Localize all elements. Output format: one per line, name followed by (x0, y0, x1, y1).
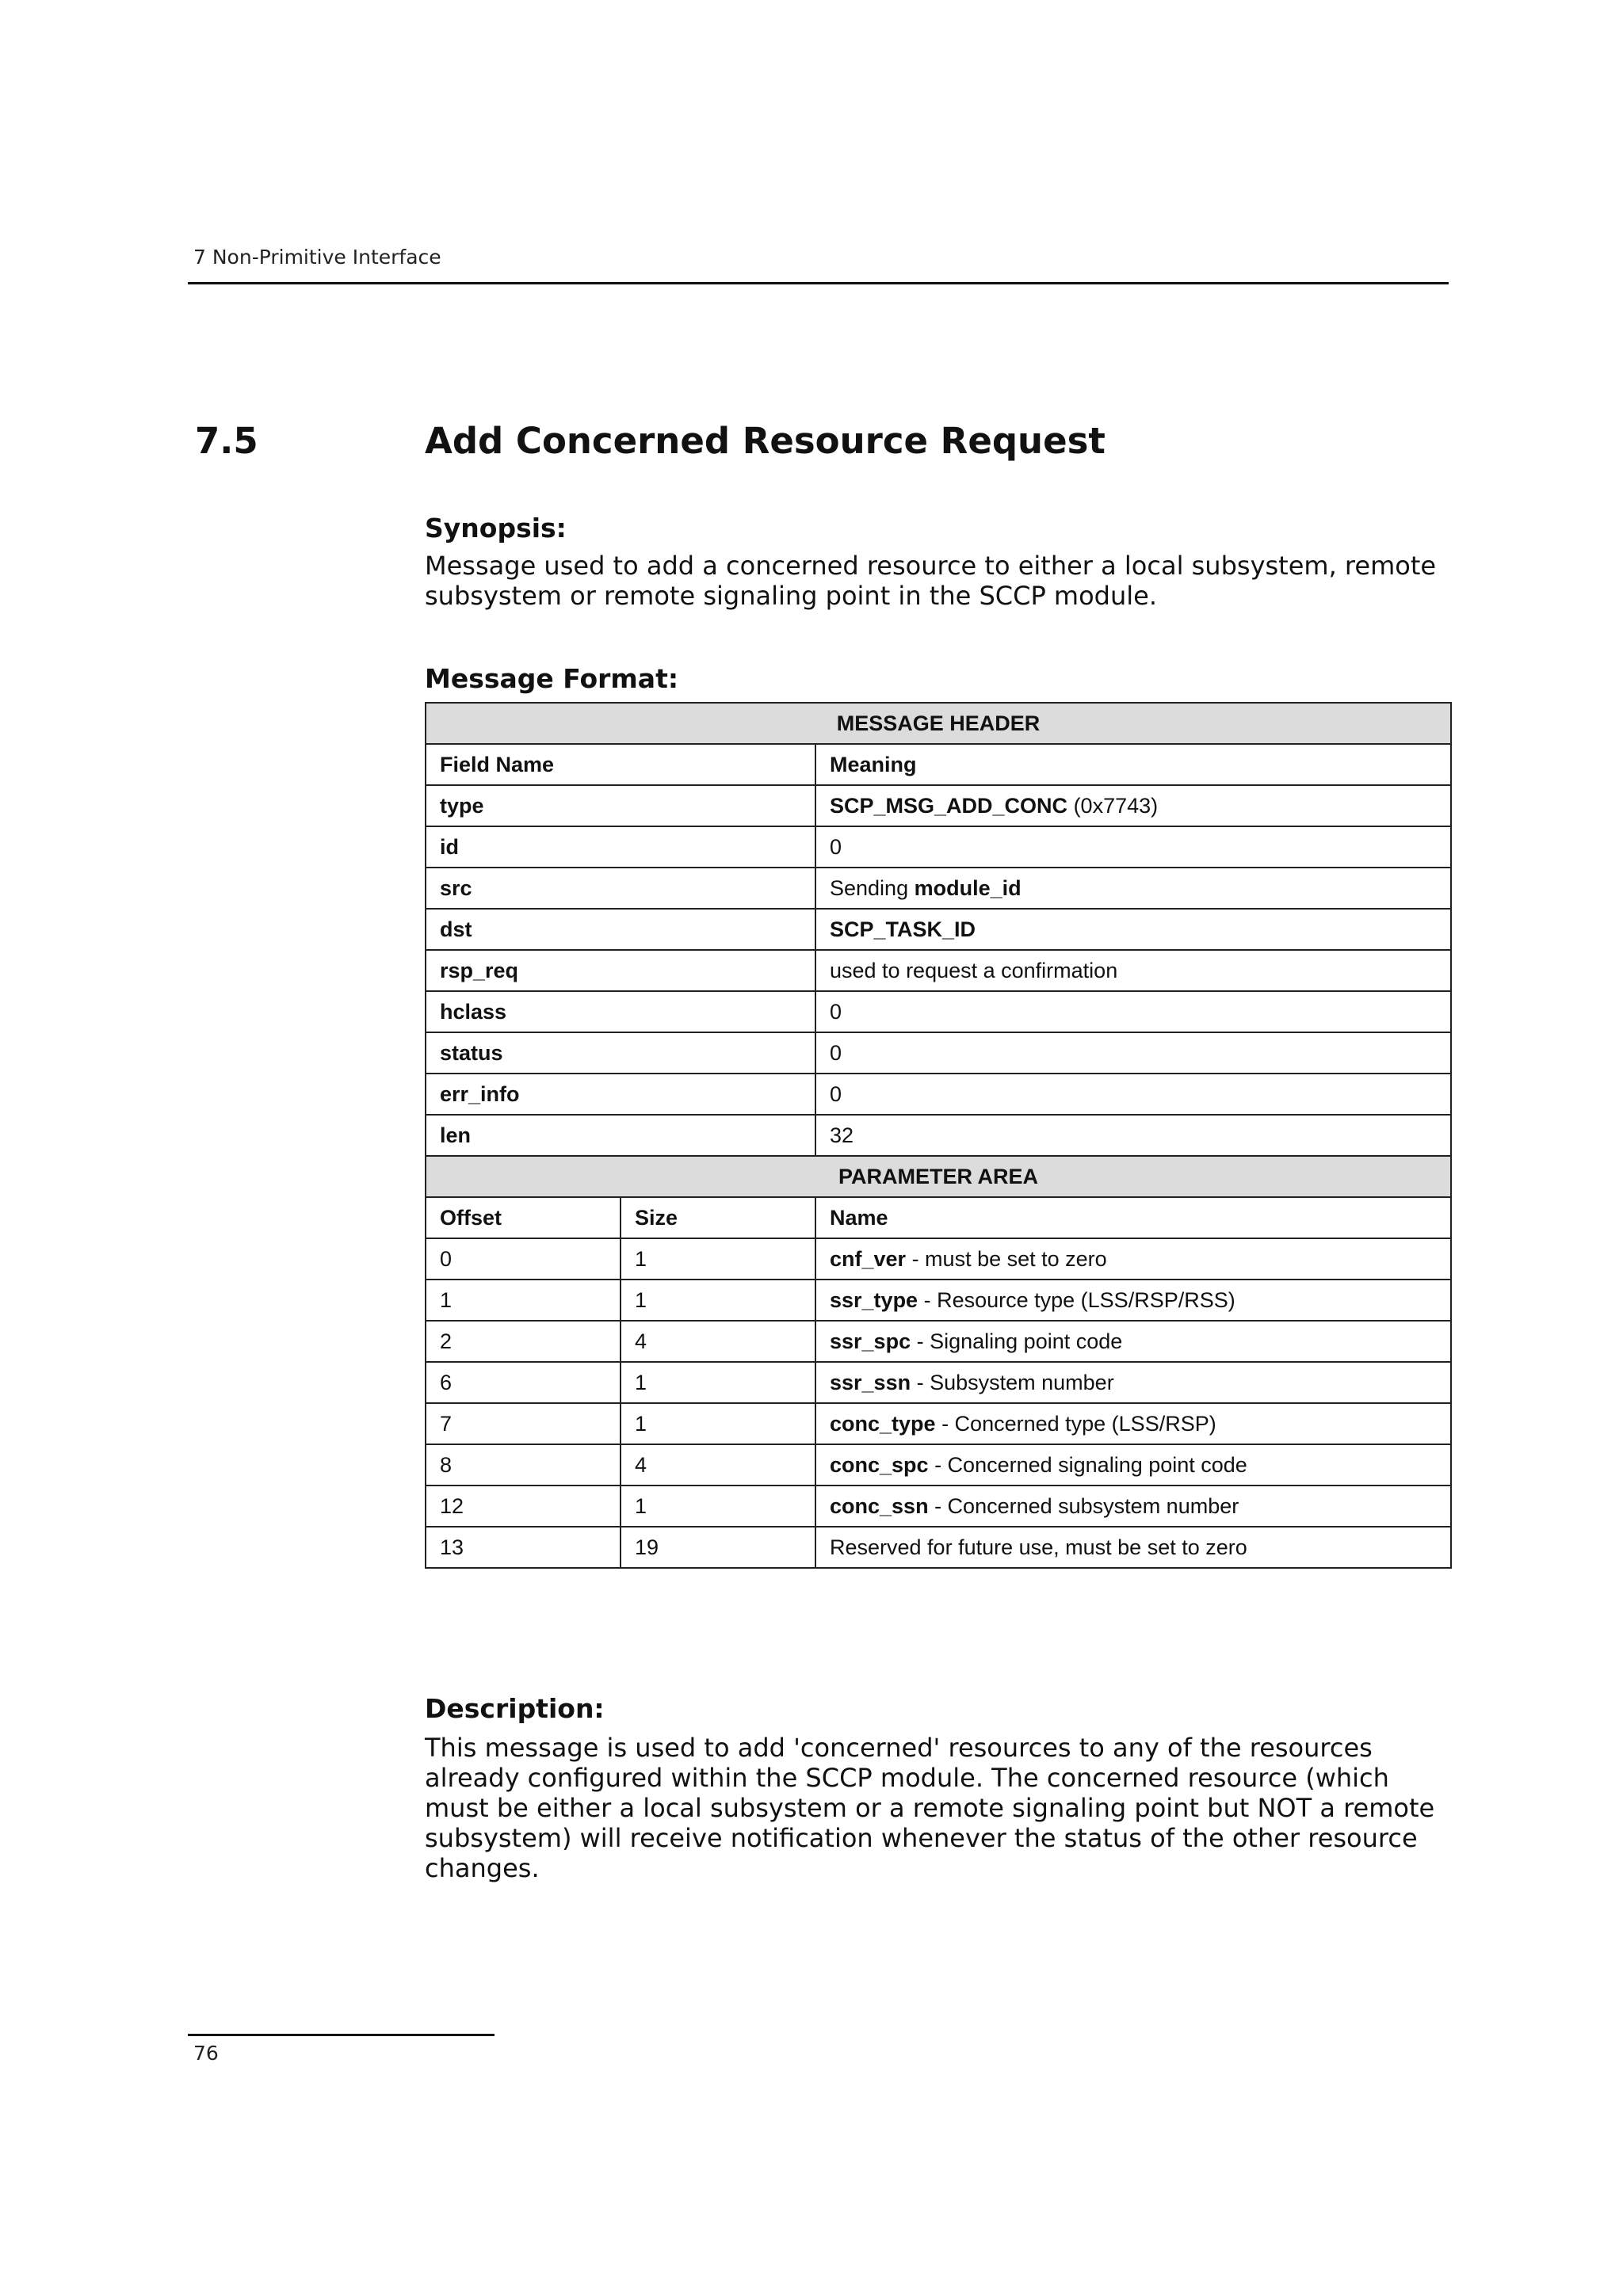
meaning-cell (815, 826, 1451, 868)
param-name-bold: ssr_type (830, 1287, 918, 1312)
name-cell (815, 1321, 1451, 1362)
meaning-cell (815, 1115, 1451, 1156)
param-row (426, 1238, 1451, 1280)
param-row (426, 1444, 1451, 1486)
meaning-cell (815, 868, 1451, 909)
param-name-desc: - Concerned type (LSS/RSP) (935, 1411, 1216, 1436)
synopsis-text: Message used to add a concerned resource to either a local subsystem, remote subsystem or remote signaling point in the SCCP module. (425, 551, 1437, 611)
param-name-bold: cnf_ver (830, 1246, 907, 1271)
footer-rule (188, 2034, 495, 2036)
field-name-cell: src (426, 868, 815, 909)
param-row (426, 1321, 1451, 1362)
meaning-plain: Sending (830, 875, 915, 900)
header-rule (188, 282, 1449, 284)
field-name-cell: hclass (426, 991, 815, 1032)
description-text: This message is used to add 'concerned' resources to any of the resources already configured within the SCCP module. The concerned resource (which must be either a local subsystem or a remote signaling point but NOT a remote subsystem) will receive notification whenever the status of the other resource changes. (425, 1733, 1435, 1883)
param-row (426, 1527, 1451, 1568)
size-cell: 1 (621, 1238, 815, 1280)
param-name-desc: - must be set to zero (906, 1246, 1107, 1271)
param-name-bold: ssr_spc (830, 1329, 911, 1353)
size-column-header: Size (621, 1197, 815, 1238)
size-cell: 4 (621, 1321, 815, 1362)
offset-cell: 12 (426, 1486, 621, 1527)
table-band-row (426, 1156, 1451, 1197)
field-name-cell: err_info (426, 1074, 815, 1115)
param-name-bold: conc_spc (830, 1452, 929, 1477)
synopsis-label: Synopsis: (425, 513, 567, 543)
parameter-area-band: PARAMETER AREA (426, 1156, 1451, 1197)
header-field-row (426, 909, 1451, 950)
size-cell: 1 (621, 1280, 815, 1321)
name-cell (815, 1403, 1451, 1444)
offset-cell: 0 (426, 1238, 621, 1280)
running-header: 7 Non-Primitive Interface (193, 246, 441, 269)
header-field-row (426, 1032, 1451, 1074)
description-label: Description: (425, 1693, 605, 1724)
offset-column-header: Offset (426, 1197, 621, 1238)
size-cell: 4 (621, 1444, 815, 1486)
param-name-bold: conc_ssn (830, 1493, 929, 1518)
param-columns-row (426, 1197, 1451, 1238)
page-number: 76 (193, 2042, 219, 2065)
field-name-column-header: Field Name (426, 744, 815, 785)
header-columns-row (426, 744, 1451, 785)
meaning-plain: 0 (830, 1040, 842, 1065)
field-name-cell: rsp_req (426, 950, 815, 991)
field-name-cell: id (426, 826, 815, 868)
name-column-header: Name (815, 1197, 1451, 1238)
meaning-bold: module_id (914, 875, 1022, 900)
size-cell: 1 (621, 1403, 815, 1444)
meaning-cell (815, 1032, 1451, 1074)
name-cell (815, 1486, 1451, 1527)
name-cell (815, 1362, 1451, 1403)
offset-cell: 13 (426, 1527, 621, 1568)
meaning-bold: SCP_MSG_ADD_CONC (830, 793, 1068, 818)
meaning-plain: 0 (830, 999, 842, 1024)
table-band-row (426, 703, 1451, 744)
meaning-plain: (0x7743) (1067, 793, 1159, 818)
param-row (426, 1280, 1451, 1321)
meaning-column-header: Meaning (815, 744, 1451, 785)
meaning-cell (815, 950, 1451, 991)
header-field-row (426, 785, 1451, 826)
meaning-plain: 32 (830, 1123, 854, 1147)
meaning-cell (815, 991, 1451, 1032)
param-name-desc: - Signaling point code (911, 1329, 1123, 1353)
name-cell (815, 1280, 1451, 1321)
size-cell: 1 (621, 1362, 815, 1403)
param-name-desc: - Subsystem number (911, 1370, 1114, 1394)
param-name-desc: - Concerned signaling point code (928, 1452, 1247, 1477)
message-format-table (425, 702, 1452, 1569)
field-name-cell: dst (426, 909, 815, 950)
header-field-row (426, 826, 1451, 868)
offset-cell: 6 (426, 1362, 621, 1403)
param-name-desc: - Concerned subsystem number (928, 1493, 1239, 1518)
param-name-desc: Reserved for future use, must be set to zero (830, 1535, 1247, 1559)
field-name-cell: len (426, 1115, 815, 1156)
field-name-cell: type (426, 785, 815, 826)
param-row (426, 1486, 1451, 1527)
meaning-bold: SCP_TASK_ID (830, 917, 976, 941)
offset-cell: 7 (426, 1403, 621, 1444)
param-name-desc: - Resource type (LSS/RSP/RSS) (918, 1287, 1235, 1312)
name-cell (815, 1238, 1451, 1280)
name-cell (815, 1444, 1451, 1486)
param-name-bold: conc_type (830, 1411, 936, 1436)
offset-cell: 1 (426, 1280, 621, 1321)
name-cell (815, 1527, 1451, 1568)
size-cell: 19 (621, 1527, 815, 1568)
meaning-cell (815, 909, 1451, 950)
meaning-plain: 0 (830, 834, 842, 859)
section-title: Add Concerned Resource Request (425, 420, 1106, 462)
offset-cell: 8 (426, 1444, 621, 1486)
meaning-plain: used to request a confirmation (830, 958, 1118, 982)
param-row (426, 1362, 1451, 1403)
header-field-row (426, 1074, 1451, 1115)
offset-cell: 2 (426, 1321, 621, 1362)
meaning-cell (815, 1074, 1451, 1115)
field-name-cell: status (426, 1032, 815, 1074)
message-header-band: MESSAGE HEADER (426, 703, 1451, 744)
header-field-row (426, 868, 1451, 909)
header-field-row (426, 1115, 1451, 1156)
header-field-row (426, 950, 1451, 991)
section-number: 7.5 (195, 420, 258, 462)
param-row (426, 1403, 1451, 1444)
meaning-cell (815, 785, 1451, 826)
message-format-label: Message Format: (425, 663, 679, 694)
size-cell: 1 (621, 1486, 815, 1527)
meaning-plain: 0 (830, 1081, 842, 1106)
param-name-bold: ssr_ssn (830, 1370, 911, 1394)
header-field-row (426, 991, 1451, 1032)
